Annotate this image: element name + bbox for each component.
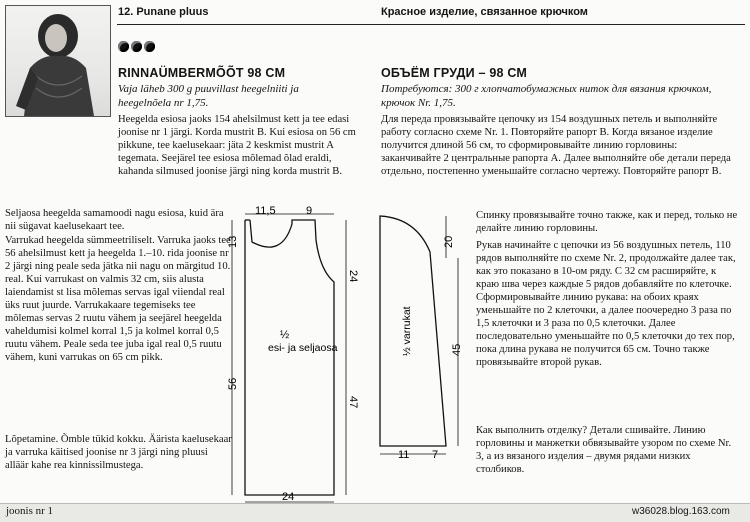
dim-neck-width: 11,5 [255,205,276,217]
dim-cuff-width: 11 [398,449,410,461]
dim-cuff-increase: 7 [432,449,439,461]
size-title-estonian: RINNAÜMBERMÕÕT 98 CM [118,66,286,80]
yarn-ball-icon [118,41,129,52]
sleeve-instructions-russian: Рукав начинайте с цепочки из 56 воздушных петель, 110 рядов выполняйте по схеме Nr. 2, продолжайте далее так, как это показано в 10-ом ряду. С 32 см расширяйте, к краю шва через каждые 5 рядов добавляйте по клеточке. Сформировывайте линию рукава: на обоих краях уменьшайте по 2 клеточки, а далее поочередно 3 раза по 1,5 клеточки и 3 раза по 0,5 клеточки. Далее последовательно уменьшайте по 0,5 клеточки до тех пор, пока длина рукава не получится 65 см. Точно также провязывайте второй рукав. [476,240,736,368]
dim-neck-depth: 13 [227,235,239,248]
dim-sleeve-length: 45 [451,343,463,356]
dim-hem-width: 24 [282,491,295,503]
back-instructions-russian: Спинку провязывайте точно также, как и перед, только не делайте линию горловины. [476,210,738,234]
dim-sleeve-cap-height: 20 [443,235,455,248]
materials-estonian: Vaja läheb 300 g puuvillast heegelniiti ja heegelnõela nr 1,75. [118,83,299,109]
front-instructions-russian: Для переда провязывайте цепочку из 154 воздушных петель и выполняйте работу согласно схеме Nr. 1. Повторяйте рапорт B. Когда вязаное изделие получится длиной 56 см, то сформировывайте линию горловины: заканчивайте 2 центральные рапорта A. Далее выполняйте обе детали переда отдельно, постепенно уменьшайте согласно чертежу. Повторяйте рапорт B. [381,114,731,177]
body-label-half: ½ [280,329,290,341]
article-title-russian: Красное изделие, связанное крючком [381,6,588,18]
dim-total-length: 56 [227,377,239,390]
sleeve-diagram [372,206,472,462]
finishing-instructions-russian: Как выполнить отделку? Детали сшивайте. Линию горловины и манжетки обвязывайте узором по схеме Nr. 3, а из вязаного изделия – двумя рядами низких столбиков. [476,425,732,475]
materials-russian: Потребуются: 300 г хлопчатобумажных ниток для вязания крючком, крючок Nr. 1,75. [381,83,712,109]
figure-caption: joonis nr 1 [6,505,54,517]
front-instructions-estonian: Heegelda esiosa jaoks 154 ahelsilmust kett ja tee edasi joonise nr 1 järgi. Korda mustrit B. Kui esiosa on 56 cm pikkune, tee kaelusekaar: jäta 2 keskmist mustrit A tegemata. Seejärel tee esiosa mõlemad õlad eraldi, kahanda silmused joonise järgi ning korda mustrit B. [118,114,356,177]
body-piece-diagram [222,200,372,505]
yarn-ball-icon [144,41,155,52]
back-instructions-estonian: Seljaosa heegelda samamoodi nagu esiosa, kuid ära nii sügavat kaelusekaart tee. [5,208,224,232]
sleeve-instructions-estonian: Varrukad heegelda sümmeetriliselt. Varruka jaoks tee 56 ahelsilmust kett ja heegelda 1.–10. rida joonise nr 2 järgi ning peale seda jätka nii nagu on märgitud 10. real. Kui varrukast on valmis 32 cm, siis alusta laiendamist st lisa mõlemas servas igal viiendal real üks ruut juurde. Varrukakaare tegemiseks tee mõlemas servas 2 ruutu vähem ja seejärel heegelda vaheldumisi kolmel korral 1,5 ja kolmel korral 0,5 ruutu vähem. Peale seda tee juba igal real 0,5 ruutu vähem, kuni varrukas on 65 cm pikk. [5,235,231,363]
dim-shoulder-width: 9 [306,205,313,217]
size-title-russian: ОБЪЁМ ГРУДИ – 98 СМ [381,66,527,80]
model-photo [5,5,111,117]
header-divider [117,24,745,25]
watermark: w36028.blog.163.com [632,506,730,517]
model-illustration [6,6,110,116]
body-label-name: esi- ja seljaosa [268,342,338,354]
difficulty-icons [118,39,157,57]
yarn-ball-icon [131,41,142,52]
dim-side-length: 47 [347,396,359,409]
dim-armhole-depth: 24 [347,270,359,283]
article-title-estonian: 12. Punane pluus [118,6,209,18]
sleeve-label: ½ varrukat [401,306,413,356]
finishing-instructions-estonian: Lõpetamine. Õmble tükid kokku. Äärista kaelusekaar ja varruka käitised joonise nr 3 järgi ning pluusi alläär kahe rea kinnissilmustega. [5,434,232,471]
